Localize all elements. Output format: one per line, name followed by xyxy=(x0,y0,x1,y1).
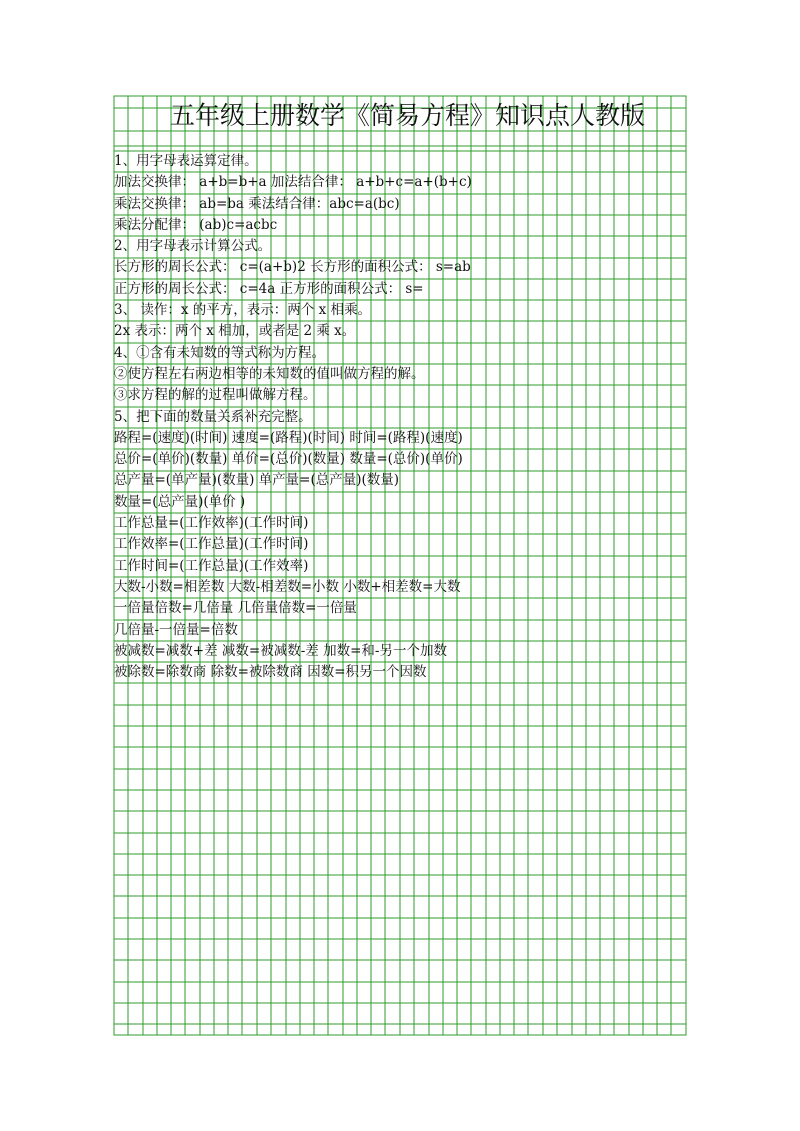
text-line: 5、把下面的数量关系补充完整。 xyxy=(114,408,312,425)
text-line: 工作时间=(工作总量)(工作效率) xyxy=(114,557,309,574)
text-line: 大数-小数=相差数 大数-相差数=小数 小数+相差数=大数 xyxy=(114,578,461,595)
text-line: 2x 表示：两个 x 相加，或者是 2 乘 x。 xyxy=(114,323,356,340)
text-line: 被除数=除数商 除数=被除数商 因数=积另一个因数 xyxy=(114,664,427,681)
text-line: 数量=(总产量)(单价 ) xyxy=(114,493,246,510)
document-body xyxy=(114,151,684,683)
text-line: 被减数=减数+差 减数=被减数-差 加数=和-另一个加数 xyxy=(114,642,447,659)
text-line: 总价=(单价)(数量) 单价=(总价)(数量) 数量=(总价)(单价) xyxy=(114,451,463,468)
text-line: 2、用字母表示计算公式。 xyxy=(114,238,272,255)
text-line: 乘法分配律： (ab)c=acbc xyxy=(114,216,278,233)
text-line: 4、①含有未知数的等式称为方程。 xyxy=(114,344,326,361)
text-line: 乘法交换律： ab=ba 乘法结合律：abc=a(bc) xyxy=(114,195,400,212)
text-line: 加法交换律： a+b=b+a 加法结合律： a+b+c=a+(b+c) xyxy=(114,174,472,191)
text-line: 正方形的周长公式： c=4a 正方形的面积公式： s= xyxy=(114,280,424,297)
text-line: 长方形的周长公式： c=(a+b)2 长方形的面积公式： s=ab xyxy=(114,259,471,276)
text-line: 工作效率=(工作总量)(工作时间) xyxy=(114,536,309,553)
text-line: 路程=(速度)(时间) 速度=(路程)(时间) 时间=(路程)(速度) xyxy=(114,429,463,446)
text-line: 总产量=(单产量)(数量) 单产量=(总产量)(数量) xyxy=(114,472,400,489)
text-line: 工作总量=(工作效率)(工作时间) xyxy=(114,515,309,532)
text-line: 1、用字母表运算定律。 xyxy=(114,153,258,169)
page-title: 五年级上册数学《简易方程》知识点人教版 xyxy=(170,101,646,130)
text-line: 一倍量倍数=几倍量 几倍量倍数=一倍量 xyxy=(114,600,357,617)
text-line: 几倍量-一倍量=倍数 xyxy=(114,621,238,638)
text-line: ③求方程的解的过程叫做解方程。 xyxy=(114,387,317,404)
text-line: 3、 读作：x 的平方，表示：两个 x 相乘。 xyxy=(114,302,371,319)
text-line: ②使方程左右两边相等的未知数的值叫做方程的解。 xyxy=(114,365,425,382)
